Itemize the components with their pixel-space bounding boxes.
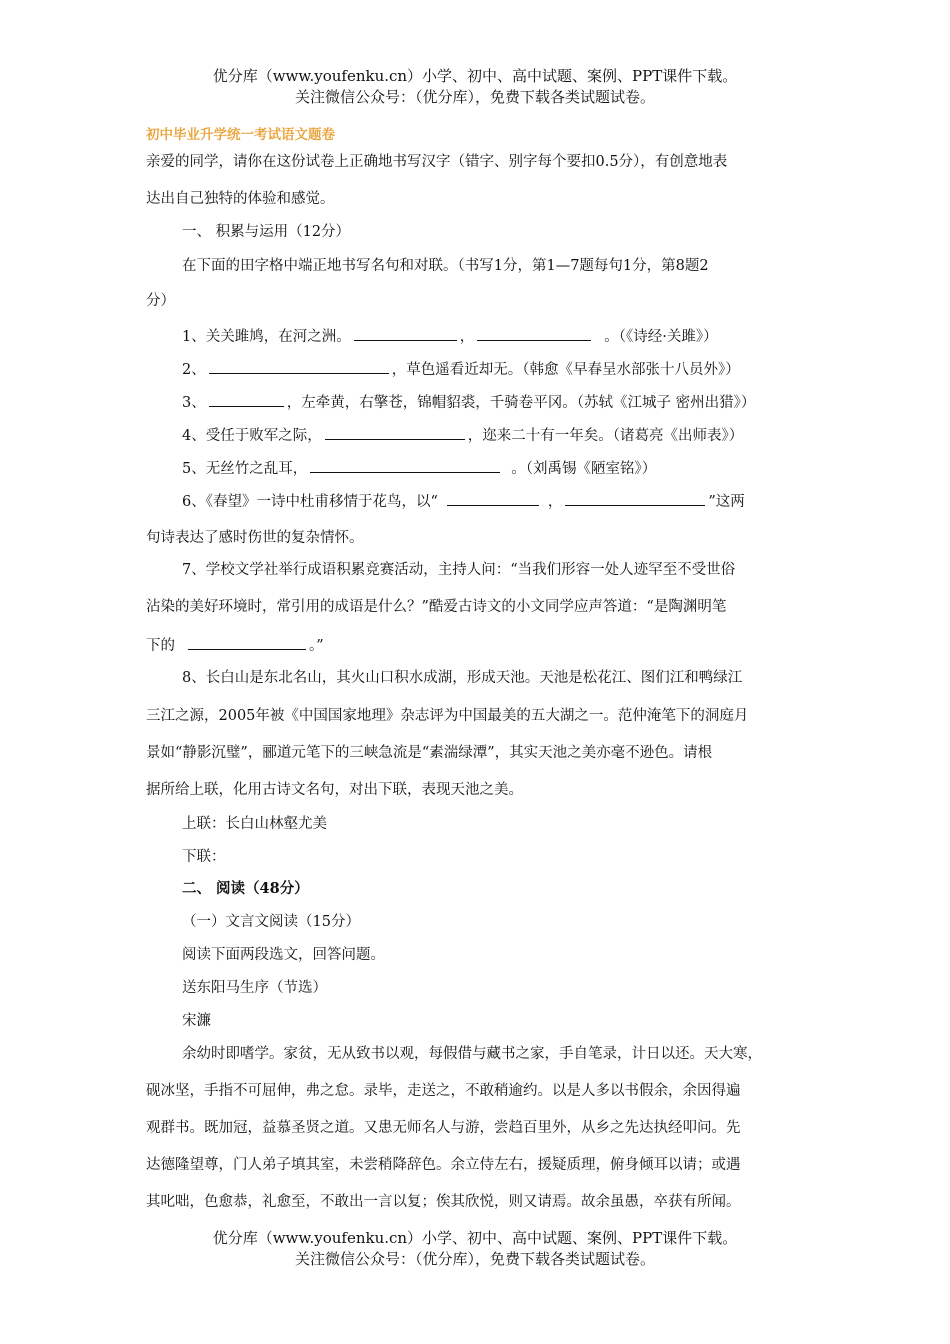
question-2: 2、 ，草色遥看近却无。（韩愈《早春呈水部张十八员外》）	[182, 358, 740, 380]
passage-line-4: 达德隆望尊，门人弟子填其室，未尝稍降辞色。余立侍左右，援疑质理，俯身倾耳以请；或遇	[146, 1157, 741, 1173]
question-7-line-2: 沾染的美好环境时，常引用的成语是什么？”酷爱古诗文的小文同学应声答道：“是陶渊明笔	[146, 599, 727, 615]
answer-blank[interactable]	[354, 325, 457, 341]
header-line-2: 关注微信公众号：（优分库），免费下载各类试题试卷。	[294, 88, 655, 106]
passage-line-5: 其叱咄，色愈恭，礼愈至，不敢出一言以复；俟其欣悦，则又请焉。故余虽愚，卒获有所闻。	[146, 1194, 741, 1210]
answer-blank[interactable]	[209, 391, 284, 407]
answer-blank[interactable]	[209, 358, 389, 374]
question-4: 4、受任于败军之际， ，迩来二十有一年矣。（诸葛亮《出师表》）	[182, 424, 743, 446]
section1-instruction-2: 分）	[146, 293, 175, 309]
section1-heading: 一、 积累与运用（12分）	[182, 224, 351, 240]
question-6: 6、《春望》一诗中杜甫移情于花鸟，以“ ， ”这两	[182, 490, 745, 512]
question-8-line-2: 三江之源，2005年被《中国国家地理》杂志评为中国最美的五大湖之一。范仲淹笔下的洞庭月	[146, 708, 749, 724]
question-1: 1、关关雎鸠，在河之洲。 ， 。（《诗经·关雎》）	[182, 325, 718, 347]
passage-line-2: 砚冰坚，手指不可屈伸，弗之怠。录毕，走送之，不敢稍逾约。以是人多以书假余，余因得遍	[146, 1083, 741, 1099]
section2-instruction: 阅读下面两段选文，回答问题。	[182, 947, 385, 963]
exam-title: 初中毕业升学统一考试语文题卷	[146, 127, 335, 143]
section2-heading: 二、 阅读（48分）	[182, 880, 309, 897]
work-title: 送东阳马生序（节选）	[182, 980, 327, 996]
answer-blank[interactable]	[477, 325, 591, 341]
header-line-1: 优分库（www.youfenku.cn）小学、初中、高中试题、案例、PPT课件下载。	[212, 67, 738, 85]
answer-blank[interactable]	[447, 490, 539, 506]
question-8-line-1: 8、长白山是东北名山，其火山口积水成湖，形成天池。天池是松花江、图们江和鸭绿江	[182, 670, 743, 686]
question-7-line-1: 7、学校文学社举行成语积累竞赛活动，主持人问：“当我们形容一处人迹罕至不受世俗	[182, 562, 736, 578]
question-5: 5、无丝竹之乱耳， 。（刘禹锡《陋室铭》）	[182, 457, 656, 479]
question-3: 3、 ，左牵黄，右擎苍，锦帽貂裘，千骑卷平冈。（苏轼《江城子 密州出猎》）	[182, 391, 755, 413]
question-7-line-3: 下的 。”	[146, 634, 324, 656]
passage-line-1: 余幼时即嗜学。家贫，无从致书以观，每假借与藏书之家，手自笔录，计日以还。天大寒，	[182, 1046, 762, 1062]
intro-line-1: 亲爱的同学，请你在这份试卷上正确地书写汉字（错字、别字每个要扣0.5分），有创意地表	[146, 154, 728, 170]
answer-blank[interactable]	[188, 634, 306, 650]
answer-blank[interactable]	[565, 490, 705, 506]
page-header-top	[0, 66, 950, 108]
footer-line-2: 关注微信公众号：（优分库），免费下载各类试题试卷。	[294, 1250, 655, 1268]
section2-sub1: （一）文言文阅读（15分）	[182, 914, 360, 930]
work-author: 宋濂	[182, 1013, 211, 1029]
section1-instruction-1: 在下面的田字格中端正地书写名句和对联。（书写1分，第1—7题每句1分，第8题2	[182, 258, 709, 274]
couplet-lower: 下联：	[182, 849, 226, 865]
answer-blank[interactable]	[310, 457, 500, 473]
answer-blank[interactable]	[325, 424, 465, 440]
question-8-line-3: 景如“静影沉璧”，郦道元笔下的三峡急流是“素湍绿潭”，其实天池之美亦毫不逊色。请根	[146, 745, 713, 761]
footer-line-1: 优分库（www.youfenku.cn）小学、初中、高中试题、案例、PPT课件下载。	[212, 1229, 738, 1247]
couplet-upper: 上联：长白山林壑尤美	[182, 816, 327, 832]
question-6-cont: 句诗表达了感时伤世的复杂情怀。	[146, 530, 364, 546]
intro-line-2: 达出自己独特的体验和感觉。	[146, 191, 335, 207]
passage-line-3: 观群书。既加冠，益慕圣贤之道。又患无师名人与游，尝趋百里外，从乡之先达执经叩问。先	[146, 1120, 741, 1136]
question-8-line-4: 据所给上联，化用古诗文名句，对出下联，表现天池之美。	[146, 782, 523, 798]
page-footer	[0, 1228, 950, 1270]
